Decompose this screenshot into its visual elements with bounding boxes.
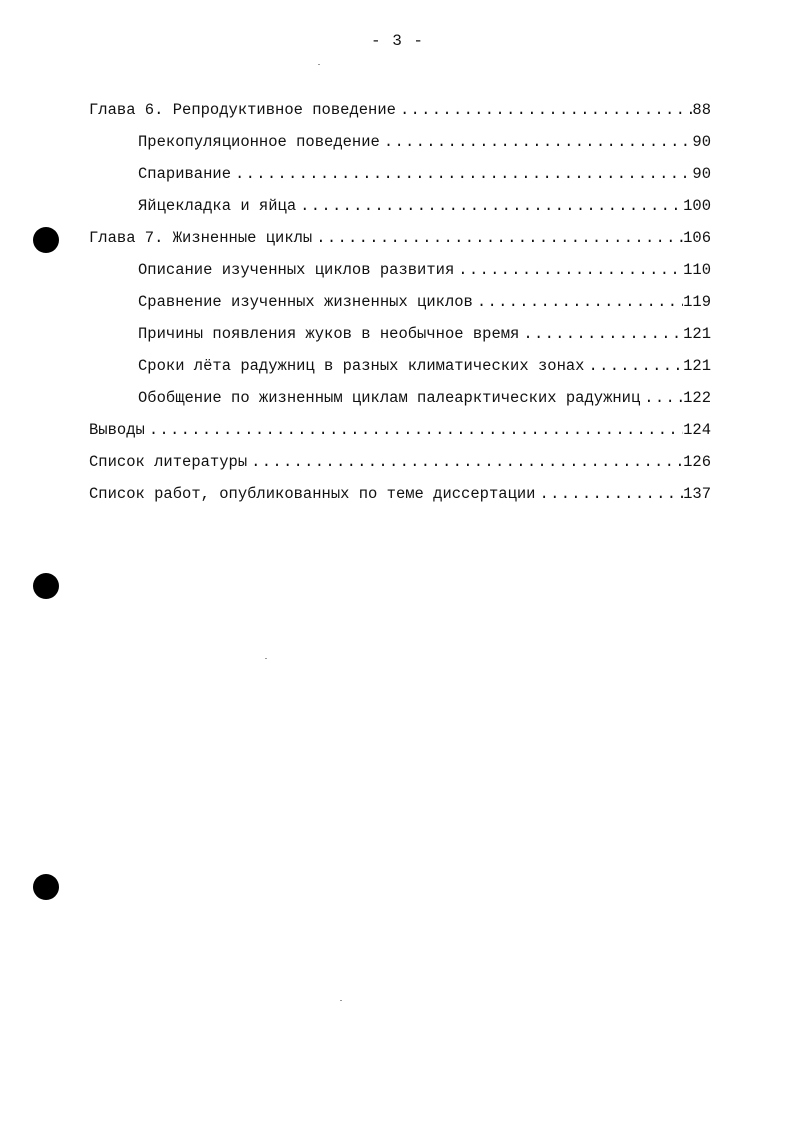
toc-leader-dots xyxy=(251,452,683,472)
toc-entry-mating xyxy=(138,160,711,184)
toc-entry-page: 121 xyxy=(683,357,711,375)
toc-entry-page: 119 xyxy=(683,293,711,311)
toc-leader-dots xyxy=(523,324,683,344)
toc-entry-title: Спаривание xyxy=(138,164,235,184)
toc-entry-page: 90 xyxy=(692,133,711,151)
toc-entry-title: Описание изученных циклов развития xyxy=(138,260,458,280)
toc-entry-cycle-descriptions xyxy=(138,256,711,280)
toc-entry-page: 110 xyxy=(683,261,711,279)
toc-entry-page: 100 xyxy=(683,197,711,215)
toc-entry-references xyxy=(89,448,711,472)
toc-entry-title: Яйцекладка и яйца xyxy=(138,196,300,216)
punch-hole-mark xyxy=(33,573,59,599)
toc-entry-unusual-appearance xyxy=(138,320,711,344)
toc-entry-page: 126 xyxy=(683,453,711,471)
toc-entry-summary-cycles xyxy=(138,384,711,408)
toc-entry-title: Список работ, опубликованных по теме диссертации xyxy=(89,484,539,504)
toc-entry-page: 90 xyxy=(692,165,711,183)
toc-entry-oviposition xyxy=(138,192,711,216)
scan-speck xyxy=(265,658,267,659)
toc-entry-chapter-6 xyxy=(89,96,711,120)
toc-leader-dots xyxy=(400,100,692,120)
toc-leader-dots xyxy=(539,484,683,504)
toc-entry-publications xyxy=(89,480,711,504)
toc-entry-chapter-7 xyxy=(89,224,711,248)
toc-entry-page: 88 xyxy=(692,101,711,119)
toc-entry-title: Глава 6. Репродуктивное поведение xyxy=(89,100,400,120)
toc-entry-title: Выводы xyxy=(89,420,149,440)
toc-leader-dots xyxy=(644,388,683,408)
toc-entry-precopulation xyxy=(138,128,711,152)
toc-entry-flight-periods xyxy=(138,352,711,376)
toc-entry-cycle-comparison xyxy=(138,288,711,312)
toc-entry-title: Глава 7. Жизненные циклы xyxy=(89,228,316,248)
toc-entry-title: Обобщение по жизненным циклам палеарктических радужниц xyxy=(138,388,644,408)
toc-entry-title: Список литературы xyxy=(89,452,251,472)
scan-speck xyxy=(318,64,320,65)
punch-hole-mark xyxy=(33,874,59,900)
toc-leader-dots xyxy=(477,292,683,312)
toc-leader-dots xyxy=(588,356,683,376)
punch-hole-mark xyxy=(33,227,59,253)
toc-entry-page: 137 xyxy=(683,485,711,503)
toc-entry-title: Сроки лёта радужниц в разных климатических зонах xyxy=(138,356,588,376)
toc-entry-title: Сравнение изученных жизненных циклов xyxy=(138,292,477,312)
toc-entry-page: 122 xyxy=(683,389,711,407)
toc-leader-dots xyxy=(316,228,683,248)
toc-entry-conclusions xyxy=(89,416,711,440)
page-number: - 3 - xyxy=(370,32,424,50)
toc-leader-dots xyxy=(149,420,683,440)
scan-speck xyxy=(340,1000,342,1001)
toc-entry-page: 124 xyxy=(683,421,711,439)
toc-entry-title: Прекопуляционное поведение xyxy=(138,132,384,152)
toc-leader-dots xyxy=(384,132,693,152)
toc-entry-page: 106 xyxy=(683,229,711,247)
toc-leader-dots xyxy=(458,260,683,280)
toc-leader-dots xyxy=(235,164,692,184)
toc-entry-title: Причины появления жуков в необычное время xyxy=(138,324,523,344)
toc-leader-dots xyxy=(300,196,683,216)
toc-entry-page: 121 xyxy=(683,325,711,343)
